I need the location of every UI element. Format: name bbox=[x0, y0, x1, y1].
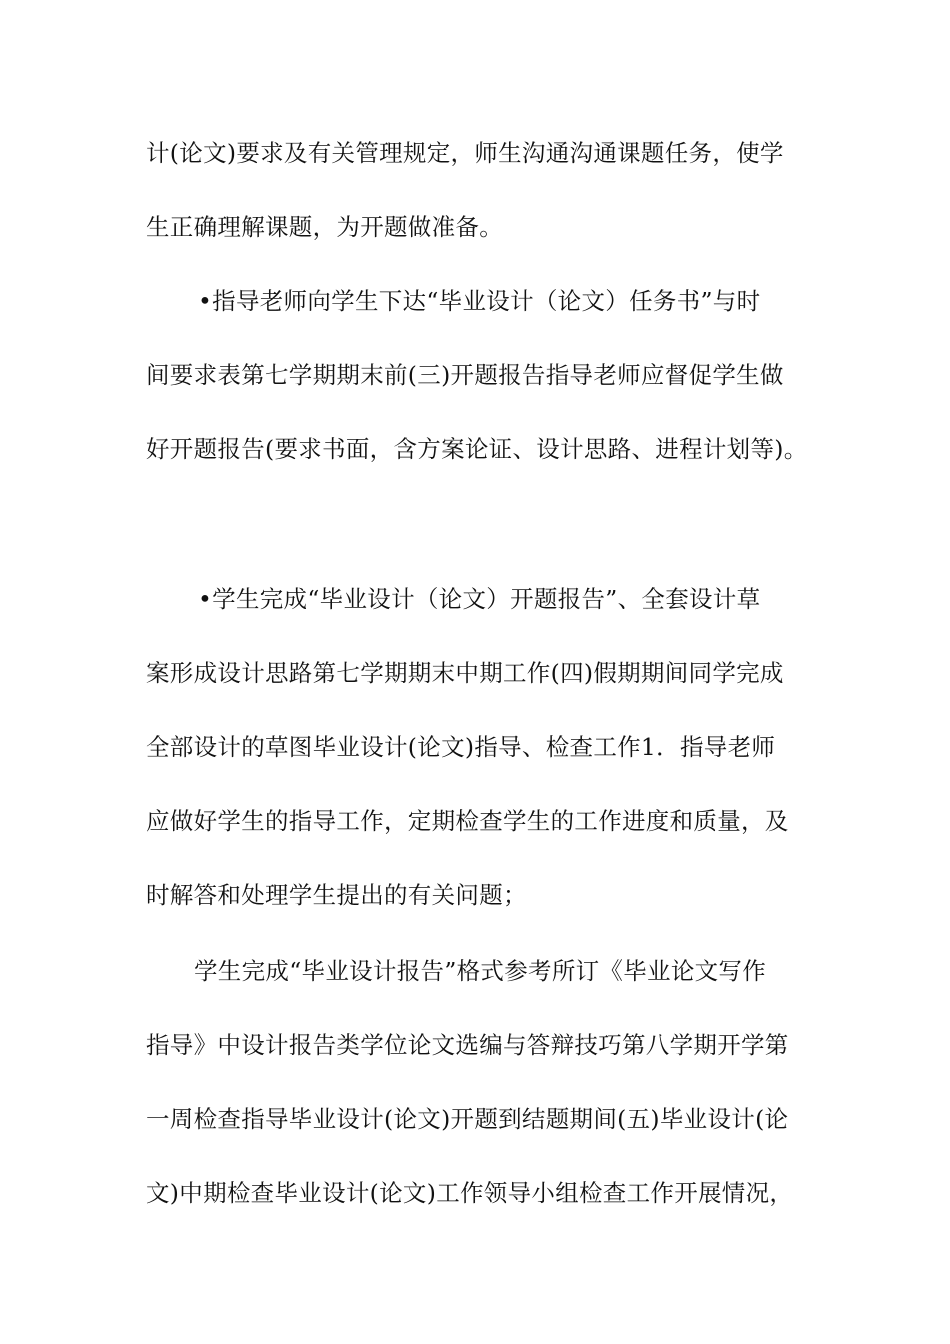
text-line-6: 全部设计的草图毕业设计(论文)指导、检查工作1．指导老师 bbox=[146, 733, 776, 761]
text-line-1: 计(论文)要求及有关管理规定，师生沟通沟通课题任务，使学 bbox=[146, 139, 784, 167]
bullet-line-2: •学生完成“毕业设计（论文）开题报告”、全套设计草 bbox=[198, 585, 761, 613]
paragraph-line-1: 学生完成“毕业设计报告”格式参考所订《毕业论文写作 bbox=[194, 957, 767, 985]
text-line-10: 一周检查指导毕业设计(论文)开题到结题期间(五)毕业设计(论 bbox=[146, 1105, 789, 1133]
text-line-11: 文)中期检查毕业设计(论文)工作领导小组检查工作开展情况， bbox=[146, 1179, 794, 1207]
text-line-7: 应做好学生的指导工作，定期检查学生的工作进度和质量，及 bbox=[146, 807, 789, 835]
text-line-8: 时解答和处理学生提出的有关问题； bbox=[146, 881, 527, 909]
text-line-5: 案形成设计思路第七学期期末中期工作(四)假期期间同学完成 bbox=[146, 659, 784, 687]
text-line-4: 好开题报告(要求书面，含方案论证、设计思路、进程计划等)。 bbox=[146, 435, 808, 463]
bullet-line-1: •指导老师向学生下达“毕业设计（论文）任务书”与时 bbox=[198, 287, 761, 315]
text-line-3: 间要求表第七学期期末前(三)开题报告指导老师应督促学生做 bbox=[146, 361, 784, 389]
text-line-9: 指导》中设计报告类学位论文选编与答辩技巧第八学期开学第 bbox=[146, 1031, 789, 1059]
text-line-2: 生正确理解课题，为开题做准备。 bbox=[146, 213, 503, 241]
